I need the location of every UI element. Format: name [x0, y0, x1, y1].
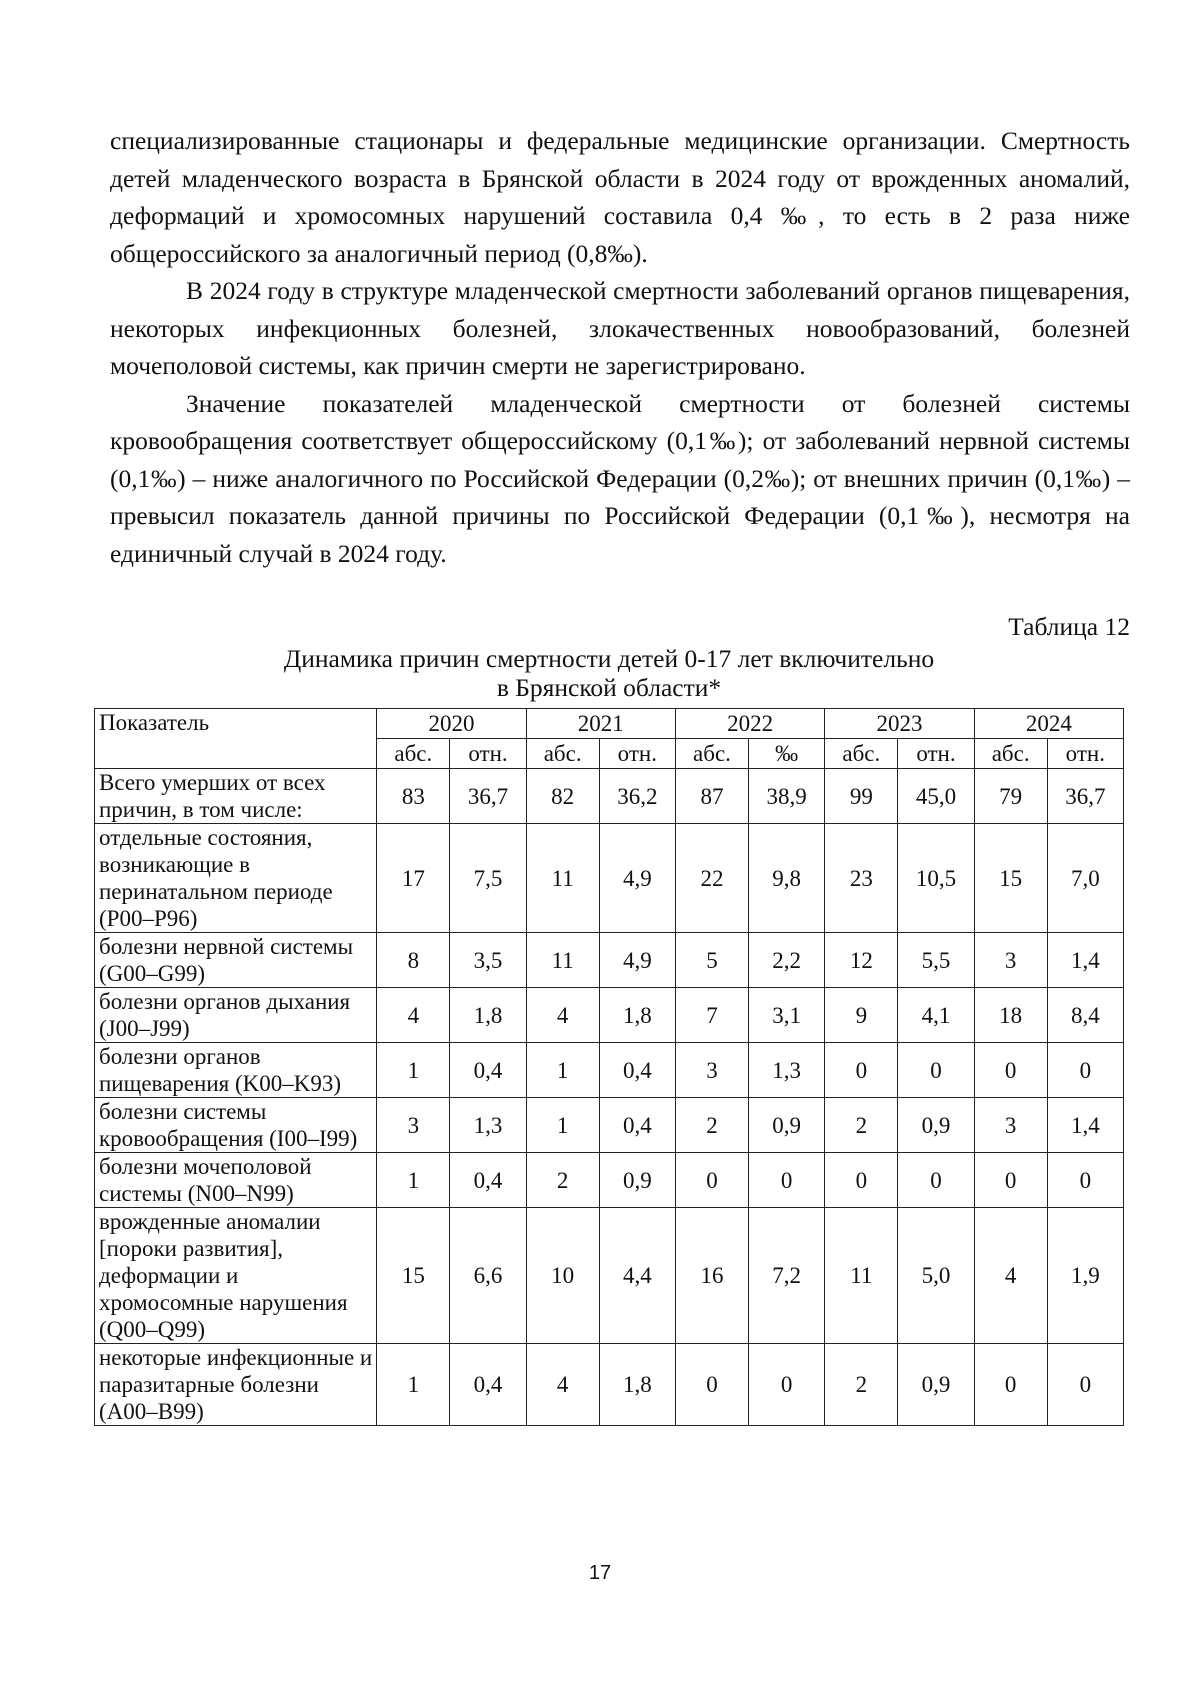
table-cell: 38,9: [749, 769, 825, 824]
table-cell: 0,4: [450, 1344, 526, 1426]
table-cell: 0: [974, 1153, 1047, 1208]
paragraph-2: В 2024 году в структуре младенческой смертности заболеваний органов пищеварения, некоторых инфекционных болезней, злокачественных новообразований, болезней мочеполовой системы, как причин смерти не зарегистрировано.: [110, 276, 1130, 380]
table-cell: 1: [377, 1153, 450, 1208]
body-text: [110, 122, 1130, 572]
table-row: [95, 1098, 1124, 1153]
row-label: болезни нервной системы (G00–G99): [95, 933, 377, 988]
table-cell: 1,4: [1047, 1098, 1123, 1153]
table-row: [95, 1208, 1124, 1344]
table-cell: 4,4: [599, 1208, 675, 1344]
table-cell: 0: [898, 1043, 974, 1098]
table-cell: 12: [825, 933, 898, 988]
table-row: [95, 1153, 1124, 1208]
row-label: болезни органов дыхания (J00–J99): [95, 988, 377, 1043]
table-cell: 8: [377, 933, 450, 988]
table-title: [94, 644, 1124, 702]
table-cell: 11: [825, 1208, 898, 1344]
table-cell: 8,4: [1047, 988, 1123, 1043]
table-cell: 11: [526, 933, 599, 988]
table-label: Таблица 12: [1008, 612, 1130, 641]
table-row: [95, 824, 1124, 933]
table-cell: 1: [526, 1098, 599, 1153]
table-cell: 22: [675, 824, 748, 933]
table-row: [95, 1344, 1124, 1426]
table-cell: 87: [675, 769, 748, 824]
table-cell: 10: [526, 1208, 599, 1344]
table-cell: 23: [825, 824, 898, 933]
subheader: отн.: [1047, 739, 1123, 769]
table-cell: 1,8: [599, 1344, 675, 1426]
table-cell: 0: [974, 1344, 1047, 1426]
table-cell: 15: [377, 1208, 450, 1344]
table-cell: 1: [377, 1344, 450, 1426]
table-cell: 9,8: [749, 824, 825, 933]
table-cell: 4,9: [599, 933, 675, 988]
table-cell: 0: [749, 1344, 825, 1426]
table-cell: 0: [825, 1043, 898, 1098]
table-cell: 3,1: [749, 988, 825, 1043]
subheader: абс.: [825, 739, 898, 769]
subheader: абс.: [377, 739, 450, 769]
table-cell: 5,5: [898, 933, 974, 988]
table-cell: 45,0: [898, 769, 974, 824]
table-cell: 79: [974, 769, 1047, 824]
table-row: [95, 769, 1124, 824]
row-label: некоторые инфекционные и паразитарные болезни (A00–B99): [95, 1344, 377, 1426]
row-label: врожденные аномалии [пороки развития], деформации и хромосомные нарушения (Q00–Q99): [95, 1208, 377, 1344]
table-cell: 1,4: [1047, 933, 1123, 988]
table-cell: 17: [377, 824, 450, 933]
table-cell: 7,0: [1047, 824, 1123, 933]
table-cell: 0,4: [599, 1043, 675, 1098]
table-header-years: [95, 709, 1124, 739]
table-cell: 4: [377, 988, 450, 1043]
table-cell: 18: [974, 988, 1047, 1043]
subheader: абс.: [974, 739, 1047, 769]
table-cell: 5,0: [898, 1208, 974, 1344]
table-cell: 7: [675, 988, 748, 1043]
table-cell: 0: [675, 1153, 748, 1208]
table-cell: 3: [675, 1043, 748, 1098]
table-cell: 4,9: [599, 824, 675, 933]
table-cell: 4: [526, 988, 599, 1043]
table-row: [95, 988, 1124, 1043]
paragraph-1: специализированные стационары и федеральные медицинские организации. Смертность детей младенческого возраста в Брянской области в 2024 году от врожденных аномалий, деформаций и хромосомных нарушений составила 0,4 ‰, то есть в 2 раза ниже общероссийского за аналогичный период (0,8‰).: [110, 126, 1130, 268]
subheader: абс.: [675, 739, 748, 769]
row-label: Всего умерших от всех причин, в том числе:: [95, 769, 377, 824]
table-cell: 0: [1047, 1043, 1123, 1098]
table-cell: 0: [974, 1043, 1047, 1098]
header-year: 2020: [377, 709, 526, 739]
header-year: 2023: [825, 709, 974, 739]
table-cell: 2: [825, 1344, 898, 1426]
table-cell: 36,7: [1047, 769, 1123, 824]
table-cell: 9: [825, 988, 898, 1043]
table-row: [95, 933, 1124, 988]
subheader: абс.: [526, 739, 599, 769]
header-year: 2024: [974, 709, 1123, 739]
table-cell: 10,5: [898, 824, 974, 933]
table-cell: 3: [974, 933, 1047, 988]
table-cell: 5: [675, 933, 748, 988]
table-cell: 3: [974, 1098, 1047, 1153]
table-cell: 1,9: [1047, 1208, 1123, 1344]
table-cell: 83: [377, 769, 450, 824]
table-cell: 0: [825, 1153, 898, 1208]
table-cell: 1,3: [450, 1098, 526, 1153]
table-cell: 99: [825, 769, 898, 824]
table-cell: 1,8: [450, 988, 526, 1043]
table-cell: 0,9: [749, 1098, 825, 1153]
paragraph-3: Значение показателей младенческой смертности от болезней системы кровообращения соответствует общероссийскому (0,1‰); от заболеваний нервной системы (0,1‰) – ниже аналогичного по Российской Федерации (0,2‰); от внешних причин (0,1‰) – превысил показатель данной причины по Российской Федерации (0,1‰), несмотря на единичный случай в 2024 году.: [110, 388, 1130, 568]
table-cell: 36,2: [599, 769, 675, 824]
row-label: отдельные состояния, возникающие в перинатальном периоде (P00–P96): [95, 824, 377, 933]
header-indicator: Показатель: [95, 709, 377, 769]
table-cell: 0,9: [898, 1098, 974, 1153]
table-cell: 0: [675, 1344, 748, 1426]
table-cell: 16: [675, 1208, 748, 1344]
table-cell: 1,8: [599, 988, 675, 1043]
table-title-line-2: в Брянской области*: [496, 673, 722, 702]
table-cell: 0: [1047, 1344, 1123, 1426]
table-cell: 3,5: [450, 933, 526, 988]
table-row: [95, 1043, 1124, 1098]
table-cell: 82: [526, 769, 599, 824]
page-number: 17: [588, 1562, 612, 1584]
table-cell: 2,2: [749, 933, 825, 988]
table-cell: 36,7: [450, 769, 526, 824]
table-cell: 6,6: [450, 1208, 526, 1344]
table-cell: 0,4: [450, 1153, 526, 1208]
mortality-table: [94, 708, 1124, 1426]
subheader: отн.: [450, 739, 526, 769]
table-cell: 1: [377, 1043, 450, 1098]
table-cell: 0: [1047, 1153, 1123, 1208]
table-cell: 0,9: [599, 1153, 675, 1208]
table-cell: 0: [898, 1153, 974, 1208]
table-cell: 3: [377, 1098, 450, 1153]
row-label: болезни системы кровообращения (I00–I99): [95, 1098, 377, 1153]
subheader: отн.: [599, 739, 675, 769]
table-cell: 2: [526, 1153, 599, 1208]
table-cell: 0,4: [599, 1098, 675, 1153]
table-cell: 2: [675, 1098, 748, 1153]
row-label: болезни мочеполовой системы (N00–N99): [95, 1153, 377, 1208]
row-label: болезни органов пищеварения (K00–K93): [95, 1043, 377, 1098]
table-cell: 1: [526, 1043, 599, 1098]
table-cell: 15: [974, 824, 1047, 933]
header-year: 2022: [675, 709, 824, 739]
table-cell: 7,5: [450, 824, 526, 933]
table-cell: 1,3: [749, 1043, 825, 1098]
table-cell: 7,2: [749, 1208, 825, 1344]
table-cell: 0,9: [898, 1344, 974, 1426]
table-cell: 2: [825, 1098, 898, 1153]
subheader: ‰: [749, 739, 825, 769]
table-cell: 4: [974, 1208, 1047, 1344]
table-cell: 0,4: [450, 1043, 526, 1098]
table-cell: 4: [526, 1344, 599, 1426]
subheader: отн.: [898, 739, 974, 769]
table-cell: 0: [749, 1153, 825, 1208]
table-cell: 4,1: [898, 988, 974, 1043]
table-title-line-1: Динамика причин смертности детей 0-17 лет включительно: [283, 644, 935, 673]
table-cell: 11: [526, 824, 599, 933]
header-year: 2021: [526, 709, 675, 739]
